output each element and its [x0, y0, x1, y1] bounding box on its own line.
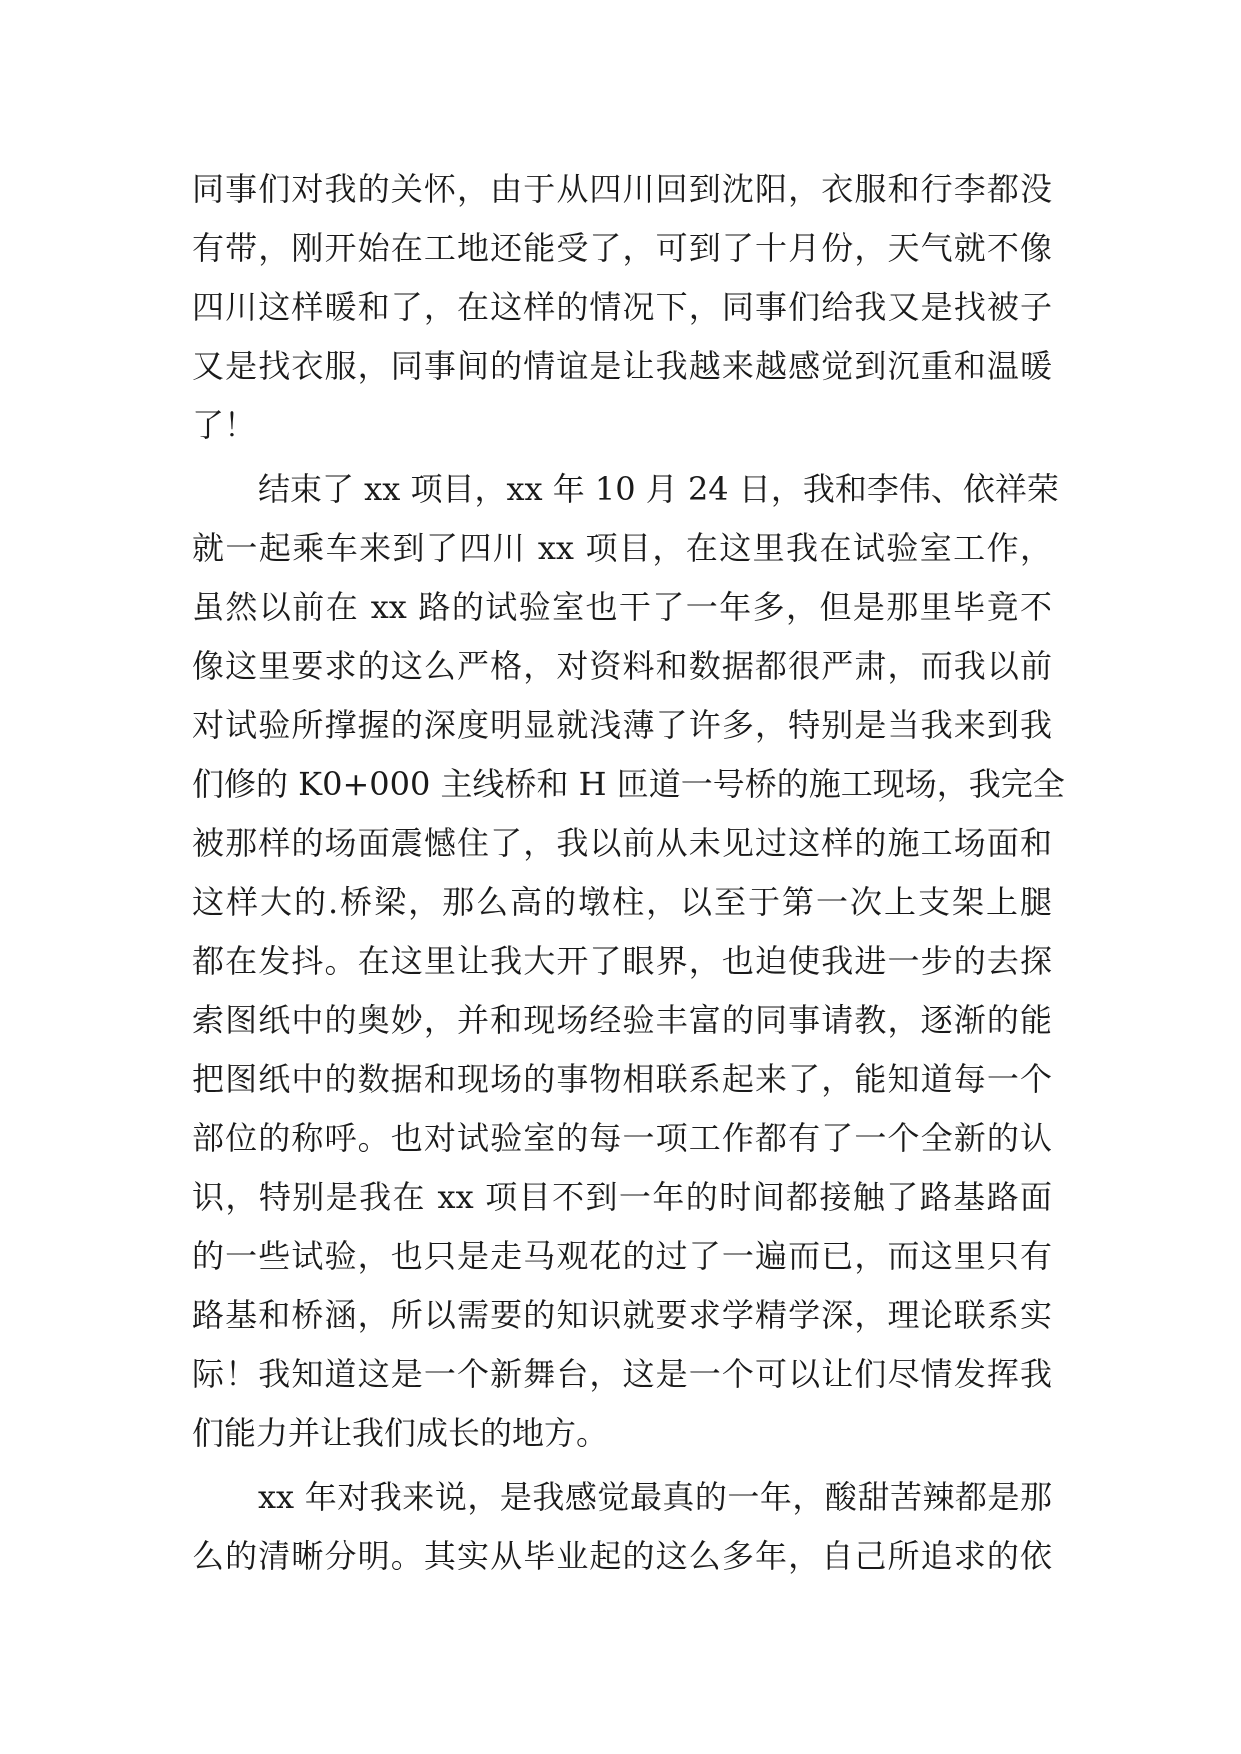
- text-line: 都在发抖。在这里让我大开了眼界，也迫使我进一步的去探: [192, 942, 1052, 980]
- paragraph: [192, 460, 1065, 1463]
- text-line: 有带，刚开始在工地还能受了，可到了十月份，天气就不像: [192, 229, 1052, 267]
- text-line: 同事们对我的关怀，由于从四川回到沈阳，衣服和行李都没: [192, 170, 1052, 208]
- text-line: 虽然以前在 xx 路的试验室也干了一年多，但是那里毕竟不: [192, 588, 1052, 626]
- text-line: 索图纸中的奥妙，并和现场经验丰富的同事请教，逐渐的能: [192, 1001, 1052, 1039]
- document-body: [192, 160, 1065, 1591]
- paragraph: [192, 160, 1052, 455]
- text-line: 这样大的.桥梁，那么高的墩柱，以至于第一次上支架上腿: [192, 883, 1052, 921]
- text-line: 了！: [192, 406, 257, 444]
- text-line: 被那样的场面震憾住了，我以前从未见过这样的施工场面和: [192, 824, 1052, 862]
- text-line: 又是找衣服，同事间的情谊是让我越来越感觉到沉重和温暖: [192, 347, 1052, 385]
- text-line: 际！我知道这是一个新舞台，这是一个可以让们尽情发挥我: [192, 1355, 1052, 1393]
- text-line: 识，特别是我在 xx 项目不到一年的时间都接触了路基路面: [192, 1178, 1052, 1216]
- text-line: 们修的 K0+000 主线桥和 H 匝道一号桥的施工现场，我完全: [192, 765, 1065, 803]
- paragraph: [192, 1468, 1052, 1586]
- text-line: 就一起乘车来到了四川 xx 项目，在这里我在试验室工作，: [192, 529, 1052, 567]
- text-line: xx 年对我来说，是我感觉最真的一年，酸甜苦辣都是那: [258, 1478, 1052, 1516]
- text-line: 们能力并让我们成长的地方。: [192, 1414, 609, 1452]
- text-line: 四川这样暖和了，在这样的情况下，同事们给我又是找被子: [192, 288, 1052, 326]
- text-line: 部位的称呼。也对试验室的每一项工作都有了一个全新的认: [192, 1119, 1052, 1157]
- text-line: 像这里要求的这么严格，对资料和数据都很严肃，而我以前: [192, 647, 1052, 685]
- text-line: 对试验所撑握的深度明显就浅薄了许多，特别是当我来到我: [192, 706, 1052, 744]
- text-line: 把图纸中的数据和现场的事物相联系起来了，能知道每一个: [192, 1060, 1052, 1098]
- text-line: 的一些试验，也只是走马观花的过了一遍而已，而这里只有: [192, 1237, 1052, 1275]
- text-line: 么的清晰分明。其实从毕业起的这么多年，自己所追求的依: [192, 1537, 1052, 1575]
- text-line: 路基和桥涵，所以需要的知识就要求学精学深，理论联系实: [192, 1296, 1052, 1334]
- text-line: 结束了 xx 项目，xx 年 10 月 24 日，我和李伟、依祥荣: [258, 470, 1059, 508]
